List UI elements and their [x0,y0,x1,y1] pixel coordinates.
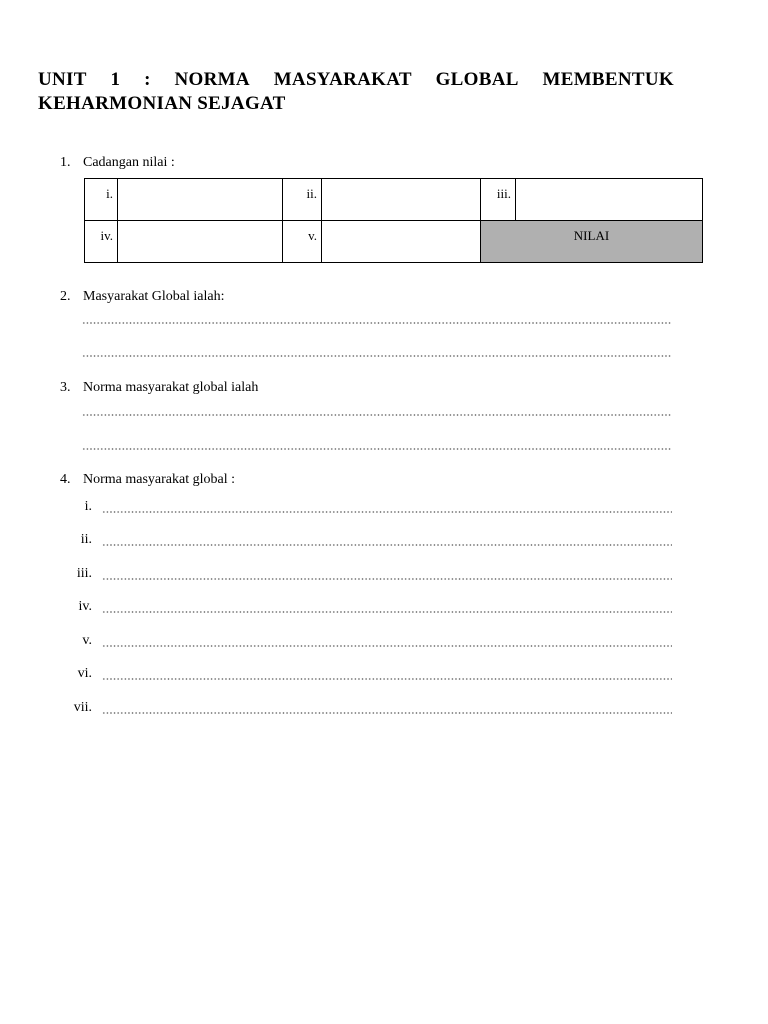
answer-line[interactable] [82,414,672,416]
list-item [60,699,680,717]
answer-line[interactable] [82,355,672,357]
title-word: UNIT [38,69,87,90]
answer-line[interactable] [102,712,672,714]
answer-line[interactable] [102,511,672,513]
question-text: Masyarakat Global ialah: [83,289,225,304]
list-item [60,531,680,549]
title-word: NORMA [174,69,250,90]
item-numeral: v. [82,633,92,648]
table-row [85,221,703,263]
question-number: 3. [60,380,71,395]
item-numeral: iii. [76,566,92,581]
answer-line[interactable] [82,448,672,450]
title-word: : [144,69,151,90]
item-numeral: iv. [78,599,92,614]
question-number: 1. [60,155,71,170]
question-2 [60,288,225,306]
list-item [60,598,680,616]
answer-line[interactable] [102,645,672,647]
question-number: 4. [60,472,71,487]
answer-cell[interactable] [322,179,481,221]
question-text: Cadangan nilai : [83,155,175,170]
answer-line[interactable] [102,544,672,546]
item-numeral: vi. [77,666,92,681]
answer-line[interactable] [102,611,672,613]
title-word: 1 [110,69,121,90]
list-item [60,665,680,683]
answer-line[interactable] [102,578,672,580]
title-line-1 [38,68,674,92]
cell-label: iii. [481,179,516,221]
nilai-cell: NILAI [481,221,703,263]
values-table [84,178,703,263]
item-numeral: vii. [73,700,92,715]
question-text: Norma masyarakat global ialah [83,380,259,395]
question-4 [60,471,235,489]
answer-cell[interactable] [516,179,703,221]
cell-label: i. [85,179,118,221]
table-row [85,179,703,221]
question-3 [60,379,258,397]
page-title [38,68,674,116]
cell-label: iv. [85,221,118,263]
item-numeral: ii. [80,532,92,547]
cell-label: v. [283,221,322,263]
title-word: MASYARAKAT [273,69,412,90]
list-item [60,498,680,516]
answer-cell[interactable] [322,221,481,263]
answer-cell[interactable] [118,221,283,263]
answer-line[interactable] [102,678,672,680]
title-word: MEMBENTUK [542,69,674,90]
title-line-2: KEHARMONIAN SEJAGAT [38,93,286,114]
question-1 [60,154,175,172]
cell-label: ii. [283,179,322,221]
question-text: Norma masyarakat global : [83,472,236,487]
item-numeral: i. [84,499,92,514]
answer-cell[interactable] [118,179,283,221]
list-item [60,565,680,583]
answer-line[interactable] [82,322,672,324]
title-word: GLOBAL [435,69,519,90]
list-item [60,632,680,650]
question-number: 2. [60,289,71,304]
